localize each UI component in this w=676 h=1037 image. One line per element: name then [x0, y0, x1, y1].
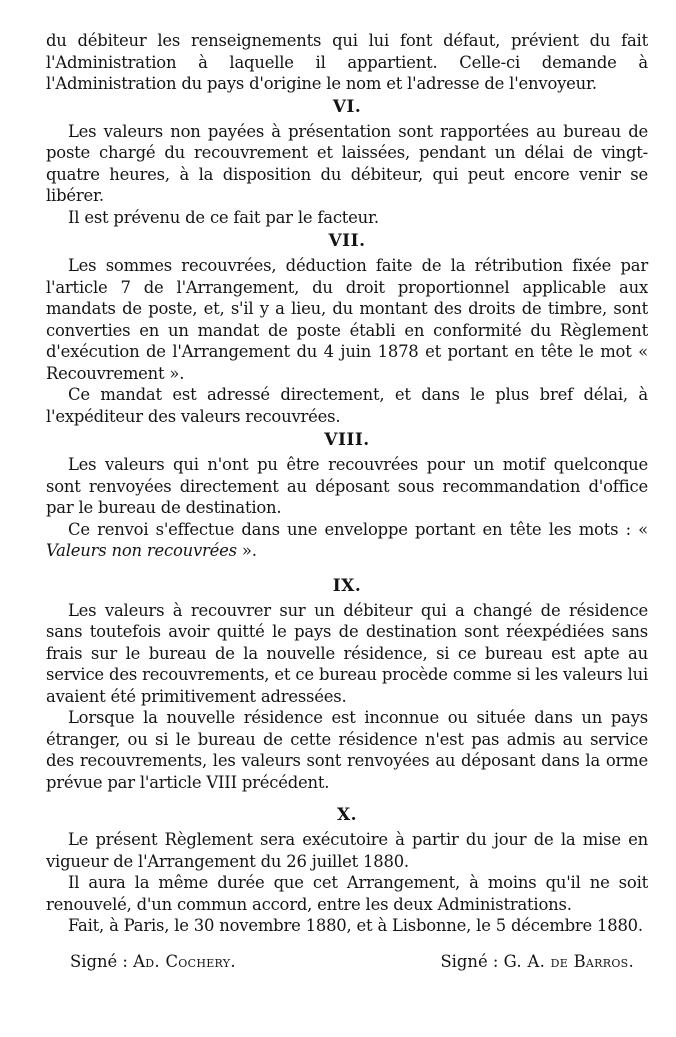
document-page: [46, 30, 648, 973]
signature-left-label: Signé :: [70, 951, 134, 971]
section-viii-italic-phrase: Valeurs non recouvrées: [46, 541, 237, 560]
section-heading-ix: IX.: [332, 575, 362, 596]
section-x-paragraph-3: Fait, à Paris, le 30 novembre 1880, et à Lisbonne, le 5 décembre 1880.: [68, 916, 643, 935]
section-ix-paragraph-1: Les valeurs à recouvrer sur un débiteur qui a changé de résidence sans toutefois avoir quitté le pays de destination sont réexpédiées sans frais sur le bureau de la nouvelle résidence, si ce bureau est apte au service des recouvrements, et ce bureau procède comme si les valeurs lui avaient été primitivement adressées.: [46, 600, 648, 706]
signature-left-name: Ad. Cochery.: [133, 951, 236, 971]
section-ix-paragraph-2: Lorsque la nouvelle résidence est inconnue ou située dans un pays étranger, ou si le bureau de cette résidence n'est pas admis au service des recouvrements, les valeurs sont renvoyées au déposant dans la orme prévue par l'article VIII précédent.: [46, 708, 648, 792]
section-x-paragraph-1: Le présent Règlement sera exécutoire à partir du jour de la mise en vigueur de l'Arrangement du 26 juillet 1880.: [46, 830, 648, 871]
continued-paragraph: du débiteur les renseignements qui lui font défaut, prévient du fait l'Administration à laquelle il appartient. Celle-ci demande à l'Administration du pays d'origine le nom et l'adresse de l'envoyeur.: [46, 31, 648, 93]
section-vii-paragraph-2: Ce mandat est adressé directement, et dans le plus bref délai, à l'expéditeur des valeurs recouvrées.: [46, 385, 648, 426]
signature-line: [46, 951, 648, 973]
section-vii-paragraph-1: Les sommes recouvrées, déduction faite de la rétribution fixée par l'article 7 de l'Arrangement, du droit proportionnel applicable aux mandats de poste, et, s'il y a lieu, du montant des droits de timbre, sont converties en un mandat de poste établi en conformité du Règlement d'exécution de l'Arrangement du 4 juin 1878 et portant en tête le mot « Recouvrement ».: [46, 256, 648, 383]
section-heading-viii: VIII.: [324, 430, 370, 450]
section-heading-x: X.: [336, 805, 358, 825]
section-viii-paragraph-2-text: Ce renvoi s'effectue dans une enveloppe portant en tête les mots : «: [68, 519, 648, 539]
section-viii-paragraph-1: Les valeurs qui n'ont pu être recouvrées pour un motif quelconque sont renvoyées directement au déposant sous recommandation d'office par le bureau de destination.: [46, 455, 648, 517]
section-vi-paragraph-2: Il est prévenu de ce fait par le facteur.: [68, 207, 379, 227]
signature-left: [46, 951, 236, 973]
section-vi-paragraph-1: Les valeurs non payées à présentation sont rapportées au bureau de poste chargé du recouvrement et laissées, pendant un délai de vingt-quatre heures, à la disposition du débiteur, qui peut encore venir se libérer.: [46, 121, 648, 205]
section-heading-vii: VII.: [328, 231, 366, 251]
signature-right: [440, 951, 648, 973]
section-viii-paragraph-2-end: ».: [236, 541, 257, 560]
section-viii-paragraph-2: [46, 519, 648, 562]
section-x-paragraph-2: Il aura la même durée que cet Arrangement, à moins qu'il ne soit renouvelé, d'un commun accord, entre les deux Administrations.: [46, 873, 648, 914]
signature-right-name: G. A. de Barros.: [503, 951, 634, 971]
section-heading-vi: VI.: [332, 96, 362, 117]
signature-right-label: Signé :: [440, 951, 504, 971]
